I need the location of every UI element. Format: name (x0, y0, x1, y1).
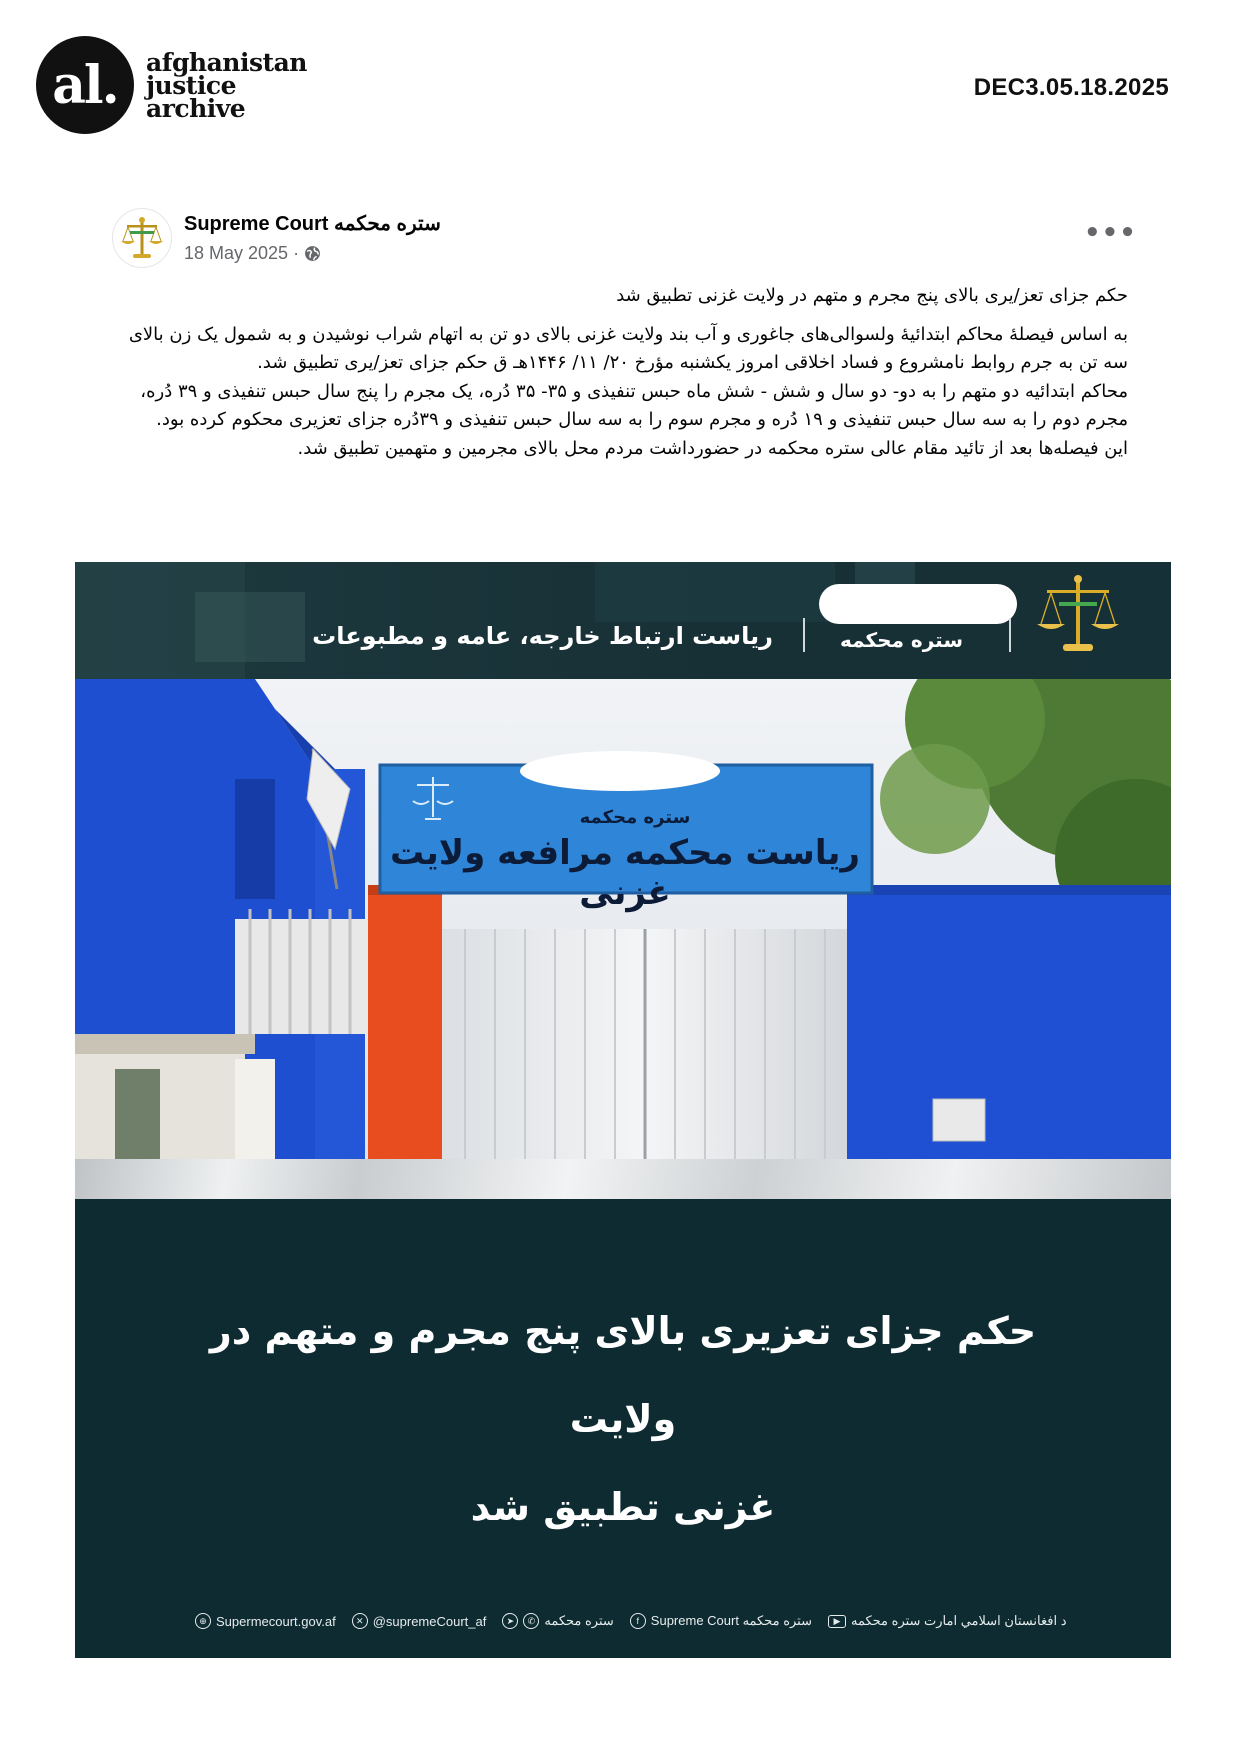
sign-text-large: ریاست محکمه مرافعه ولایت غزنی (390, 833, 860, 913)
post-meta (184, 243, 321, 264)
archive-logo-word: justice (146, 70, 236, 100)
telegram-icon: ➤ (502, 1613, 518, 1629)
decorative-strip (75, 1159, 1171, 1199)
post-date[interactable]: 18 May 2025 (184, 243, 289, 263)
globe-icon (304, 245, 321, 262)
globe-icon: ⊕ (195, 1613, 211, 1629)
footer-x-text: @supremeCourt_af (372, 1613, 487, 1629)
post-paragraph: محاکم ابتدائیه دو متهم را به دو- دو سال و شش - شش ماه حبس تنفیذی و ۳۵- ۳۵ دُره، یک مجرم را پنج سال حبس تنفیذی و ۳۹ دُره، مجرم دوم را به سه سال حبس تنفیذی و ۱۹ دُره و مجرم سوم را به سه سال حبس تنفیذی و ۳۹دُره جزای تعزیری محکوم کرده بود. (140, 380, 1128, 430)
banner-court-name: ستره محکمه (839, 628, 963, 652)
post-paragraph: به اساس فیصلهٔ محاکم ابتدائیهٔ ولسوالی‌های جاغوری و آب بند ولایت غزنی بالای دو تن به اتهام شراب نوشیدن و به شمول یک زن بالای سه تن به جرم روابط نامشروع و فساد اخلاقی امروز یکشنبه مؤرخ ۲۰/ ۱۱/ ۱۴۴۶هـ ق حکم جزای تعز/یری تطبیق شد. (128, 323, 1128, 373)
redaction-blob (819, 584, 1017, 624)
post-title: حکم جزای تعز/یری بالای پنج مجرم و متهم در ولایت غزنی تطبیق شد (616, 285, 1128, 306)
scales-of-justice-icon (1033, 572, 1123, 662)
banner-divider (803, 618, 805, 652)
footer-youtube-text: د افغانستان اسلامي امارت ستره محکمه (851, 1613, 1067, 1628)
footer-facebook-text: Supreme Court ستره محکمه (650, 1613, 812, 1628)
image-banner (75, 562, 1171, 679)
scales-of-justice-icon (113, 209, 171, 267)
footer-messaging (502, 1613, 613, 1629)
sign-text-small: ستره محکمه (579, 807, 691, 828)
banner-divider (1009, 618, 1011, 652)
footer-messaging-text: ستره محکمه (544, 1613, 614, 1628)
footer-x (352, 1613, 487, 1629)
post-text (112, 282, 1128, 463)
archive-logo-words (146, 47, 307, 123)
footer-facebook (630, 1613, 812, 1629)
headline-line: غزنی تطبیق شد (470, 1485, 776, 1529)
archive-logo-word: afghanistan (146, 47, 307, 77)
facebook-icon: f (630, 1613, 646, 1629)
archive-logo (36, 36, 307, 134)
avatar[interactable] (112, 208, 172, 268)
document-code: DEC3.05.18.2025 (973, 74, 1169, 101)
x-logo-icon: ✕ (352, 1613, 368, 1629)
footer-website (195, 1613, 336, 1629)
headline-line: حکم جزای تعزیری بالای پنج مجرم و متهم در ولایت (209, 1309, 1037, 1441)
archive-logo-word: archive (146, 93, 246, 123)
youtube-icon: ▶ (828, 1615, 846, 1628)
contact-footer (195, 1613, 1067, 1629)
whatsapp-icon: ✆ (523, 1613, 539, 1629)
post-image[interactable] (75, 562, 1171, 1658)
image-headline (193, 1287, 1053, 1551)
more-horizontal-icon[interactable]: ••• (1084, 218, 1137, 248)
meta-separator: · (293, 243, 300, 263)
post-author-name[interactable]: Supreme Court ستره محکمه (184, 213, 441, 235)
footer-youtube (828, 1613, 1066, 1629)
banner-office-title: ریاست ارتباط خارجه، عامه و مطبوعات (312, 622, 773, 650)
court-gate-photo (75, 679, 1171, 1159)
photo-scene (75, 679, 1171, 1159)
footer-website-text: Supermecourt.gov.af (216, 1613, 336, 1629)
archive-logo-mark: al. (36, 36, 134, 134)
post-paragraph: این فیصله‌ها بعد از تائید مقام عالی ستره محکمه در حضورداشت مردم محل بالای مجرمین و متهمین تطبیق شد. (297, 437, 1128, 459)
headline-panel (75, 1199, 1171, 1658)
